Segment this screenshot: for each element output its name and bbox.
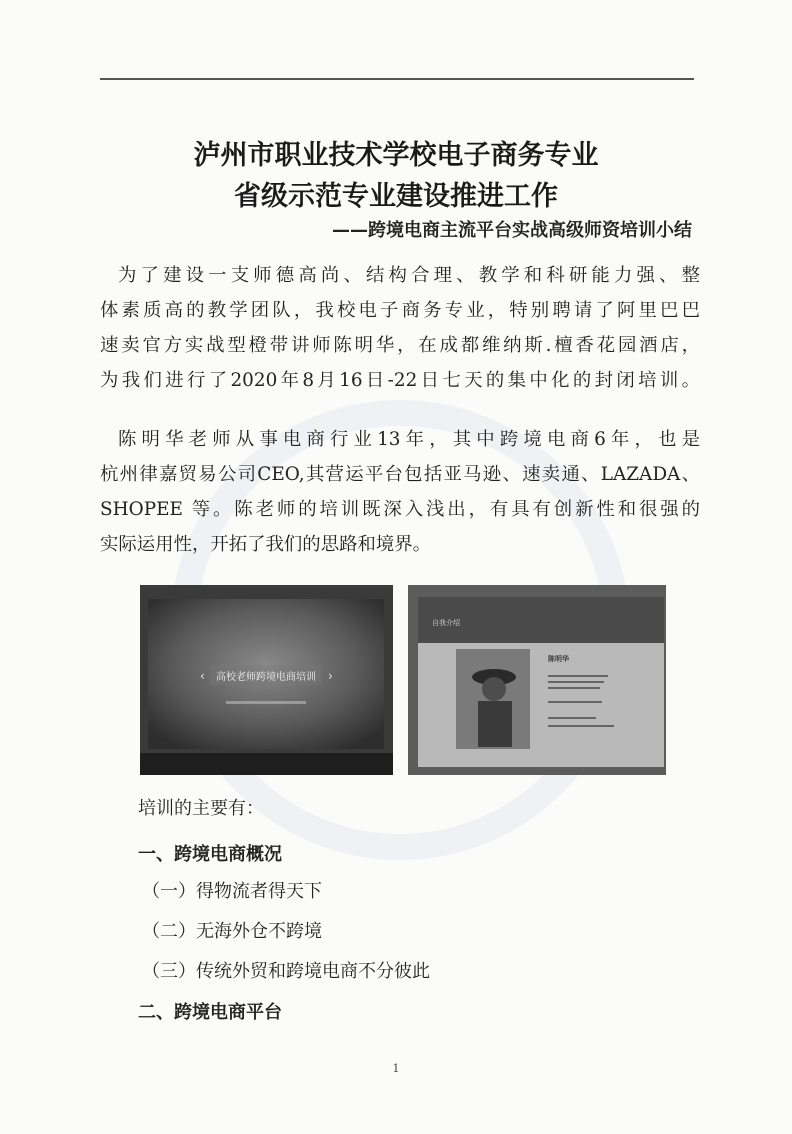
section-item: （一）得物流者得天下	[142, 881, 322, 902]
slide-title-text: 高校老师跨境电商培训	[216, 672, 316, 683]
section-item: （二）无海外仓不跨境	[142, 921, 322, 942]
paragraph-1-line: 速卖官方实战型橙带讲师陈明华，在成都维纳斯.檀香花园酒店，	[100, 335, 700, 356]
arrow-left-icon: ‹	[200, 669, 205, 683]
projector-screen-image	[140, 585, 393, 775]
section-item: （三）传统外贸和跨境电商不分彼此	[142, 961, 430, 982]
paragraph-2-line: SHOPEE 等。陈老师的培训既深入浅出，有具有创新性和很强的	[100, 499, 700, 520]
training-photo-1	[140, 585, 393, 775]
section-heading-1: 一、跨境电商概况	[138, 844, 282, 865]
page-number: 1	[392, 1062, 400, 1075]
paragraph-1-line: 体素质高的教学团队，我校电子商务专业，特别聘请了阿里巴巴	[100, 300, 700, 321]
document-title-line1: 泸州市职业技术学校电子商务专业	[193, 140, 599, 171]
training-photo-2	[408, 585, 666, 775]
section-heading-2: 二、跨境电商平台	[138, 1002, 282, 1023]
slide-header-text: 自我介绍	[432, 619, 460, 627]
document-title-line2: 省级示范专业建设推进工作	[234, 181, 558, 212]
speaker-name-text: 陈明华	[548, 655, 569, 663]
paragraph-2	[100, 422, 700, 562]
training-intro: 培训的主要有：	[138, 798, 264, 819]
paragraph-2-line: 实际运用性，开拓了我们的思路和境界。	[100, 534, 432, 555]
paragraph-2-line: 杭州律嘉贸易公司CEO,其营运平台包括亚马逊、速卖通、LAZADA、	[100, 464, 700, 485]
intro-slide-image	[408, 585, 666, 775]
paragraph-1	[100, 258, 700, 398]
paragraph-1-line: 为了建设一支师德高尚、结构合理、教学和科研能力强、整	[118, 265, 700, 286]
paragraph-2-line: 陈明华老师从事电商行业13年，其中跨境电商6年，也是	[118, 429, 700, 450]
paragraph-1-line: 为我们进行了2020年8月16日-22日七天的集中化的封闭培训。	[100, 370, 700, 391]
document-subtitle: ——跨境电商主流平台实战高级师资培训小结	[332, 220, 692, 241]
header-rule	[100, 78, 694, 80]
arrow-right-icon: ›	[328, 669, 333, 683]
